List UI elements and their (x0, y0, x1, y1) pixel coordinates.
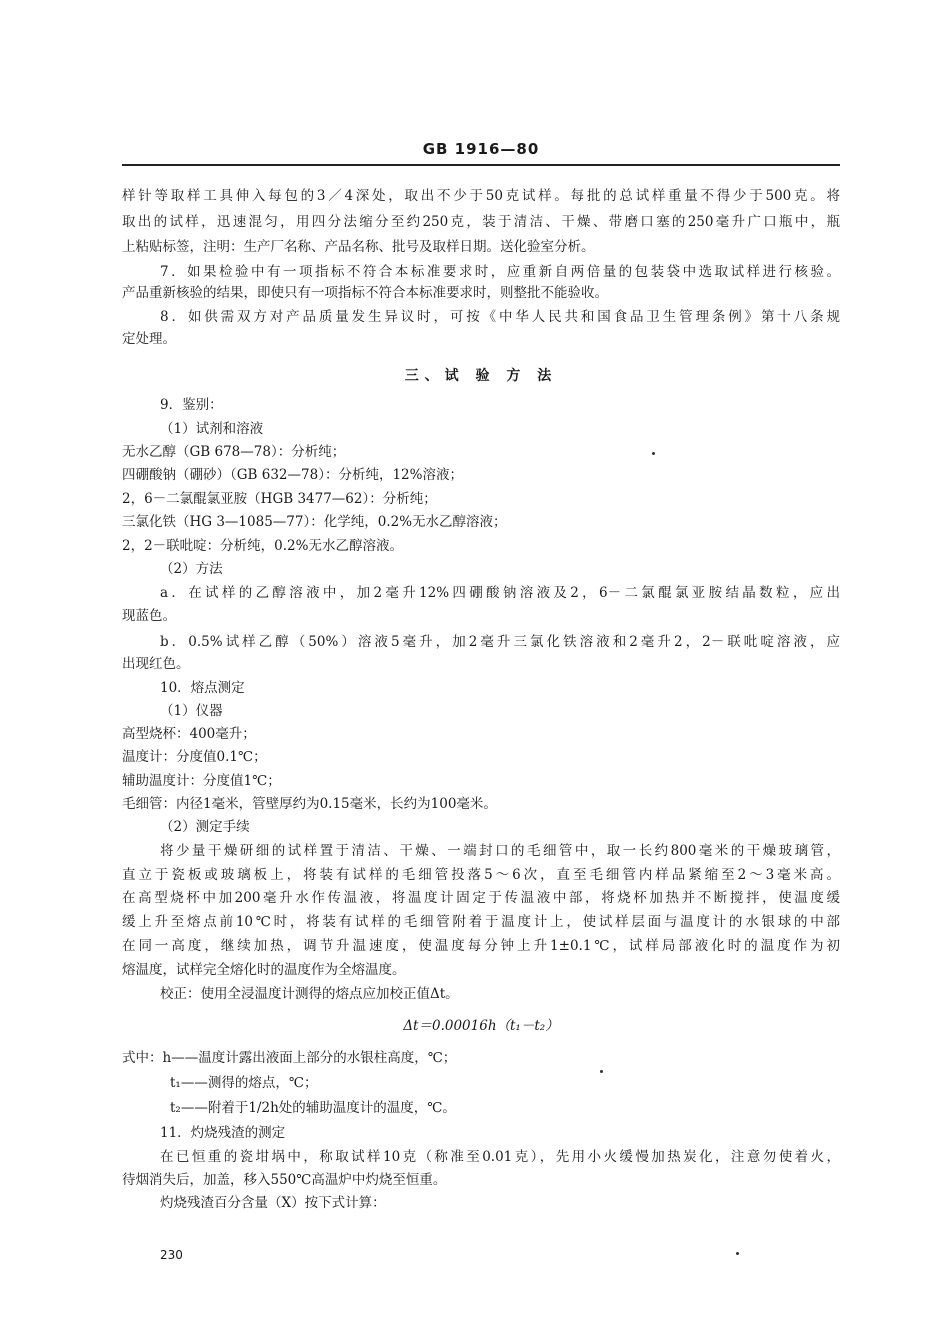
body-line: 出现红色。 (122, 656, 190, 672)
header-rule (122, 164, 840, 166)
procedure-line: 灼烧残渣百分含量（X）按下式计算： (160, 1195, 386, 1211)
page-number: 230 (160, 1248, 183, 1262)
procedure-line: 直立于瓷板或玻璃板上，将装有试样的毛细管投落5～6次，直至毛细管内样品紧缩至2～3毫米高。 (122, 867, 840, 883)
clause-9-heading: 9．鉴别： (160, 397, 223, 413)
formula-legend: t₁——测得的熔点，℃； (170, 1075, 318, 1091)
procedure-line: 熔温度，试样完全熔化时的温度作为全熔温度。 (122, 962, 406, 978)
procedure-line: 将少量干燥研细的试样置于清洁、干燥、一端封口的毛细管中，取一长约800毫米的干燥玻璃管， (160, 843, 840, 859)
formula-legend: t₂——附着于1/2h处的辅助温度计的温度，℃。 (170, 1100, 456, 1116)
body-line: 现蓝色。 (122, 608, 176, 624)
reagent-item: 三氯化铁（HG 3—1085—77）：化学纯，0.2%无水乙醇溶液； (122, 514, 507, 530)
clause-8: 8．如供需双方对产品质量发生异议时，可按《中华人民共和国食品卫生管理条例》第十八条规 (160, 309, 840, 325)
clause-7: 7．如果检验中有一项指标不符合本标准要求时，应重新自两倍量的包装袋中选取试样进行核验。 (160, 264, 840, 280)
method-a: a．在试样的乙醇溶液中，加2毫升12%四硼酸钠溶液及2，6－二氯醌氯亚胺结晶数粒，应出 (160, 585, 840, 601)
body-line: 取出的试样，迅速混匀，用四分法缩分至约250克，装于清洁、干燥、带磨口塞的250毫升广口瓶中，瓶 (122, 214, 840, 230)
formula-legend: 式中：h——温度计露出液面上部分的水银柱高度，℃； (122, 1050, 457, 1066)
section-heading: 三、试 验 方 法 (404, 368, 558, 384)
body-line: 定处理。 (122, 331, 176, 347)
procedure-line: 在已恒重的瓷坩埚中，称取试样10克（称准至0.01克），先用小火缓慢加热炭化，注意勿使着火， (160, 1149, 840, 1165)
standard-code-header: GB 1916—80 (422, 140, 540, 158)
scan-speck (600, 1070, 603, 1073)
reagent-item: 2，2－联吡啶：分析纯，0.2%无水乙醇溶液。 (122, 538, 403, 554)
reagent-item: 四硼酸钠（硼砂）（GB 632—78）：分析纯，12%溶液； (122, 467, 463, 483)
subheading: （2）测定手续 (160, 819, 250, 835)
body-line: 上粘贴标签，注明：生产厂名称、产品名称、批号及取样日期。送化验室分析。 (122, 239, 595, 255)
procedure-line: 待烟消失后，加盖，移入550℃高温炉中灼烧至恒重。 (122, 1172, 447, 1188)
procedure-line: 在高型烧杯中加200毫升水作传温液，将温度计固定于传温液中部，将烧杯加热并不断搅拌，使温度缓 (122, 890, 840, 906)
correction-formula: Δt＝0.00016h（t₁－t₂） (403, 1018, 559, 1034)
subheading: （2）方法 (160, 561, 223, 577)
body-line: 样针等取样工具伸入每包的3／4深处，取出不少于50克试样。每批的总试样重量不得少于500克。将 (122, 188, 840, 204)
method-b: b．0.5%试样乙醇（50%）溶液5毫升，加2毫升三氯化铁溶液和2毫升2，2－联吡啶溶液，应 (160, 634, 840, 650)
reagent-item: 无水乙醇（GB 678—78）：分析纯； (122, 444, 346, 460)
scan-speck (652, 452, 655, 455)
procedure-line: 缓上升至熔点前10℃时，将装有试样的毛细管附着于温度计上，使试样层面与温度计的水银球的中部 (122, 914, 840, 930)
procedure-line: 在同一高度，继续加热，调节升温速度，使温度每分钟上升1±0.1℃，试样局部液化时的温度作为初 (122, 938, 840, 954)
scan-speck (736, 1252, 739, 1255)
reagent-item: 2，6－二氯醌氯亚胺（HGB 3477—62）：分析纯； (122, 491, 437, 507)
correction-note: 校正：使用全浸温度计测得的熔点应加校正值Δt。 (160, 986, 459, 1002)
apparatus-item: 毛细管：内径1毫米，管壁厚约为0.15毫米，长约为100毫米。 (122, 796, 497, 812)
apparatus-item: 温度计：分度值0.1℃； (122, 749, 267, 765)
apparatus-item: 辅助温度计：分度值1℃； (122, 773, 281, 789)
apparatus-item: 高型烧杯：400毫升； (122, 726, 256, 742)
subheading: （1）仪器 (160, 703, 223, 719)
clause-11-heading: 11．灼烧残渣的测定 (160, 1125, 286, 1141)
clause-10-heading: 10．熔点测定 (160, 680, 245, 696)
body-line: 产品重新核验的结果，即使只有一项指标不符合本标准要求时，则整批不能验收。 (122, 285, 608, 301)
subheading: （1）试剂和溶液 (160, 421, 264, 437)
